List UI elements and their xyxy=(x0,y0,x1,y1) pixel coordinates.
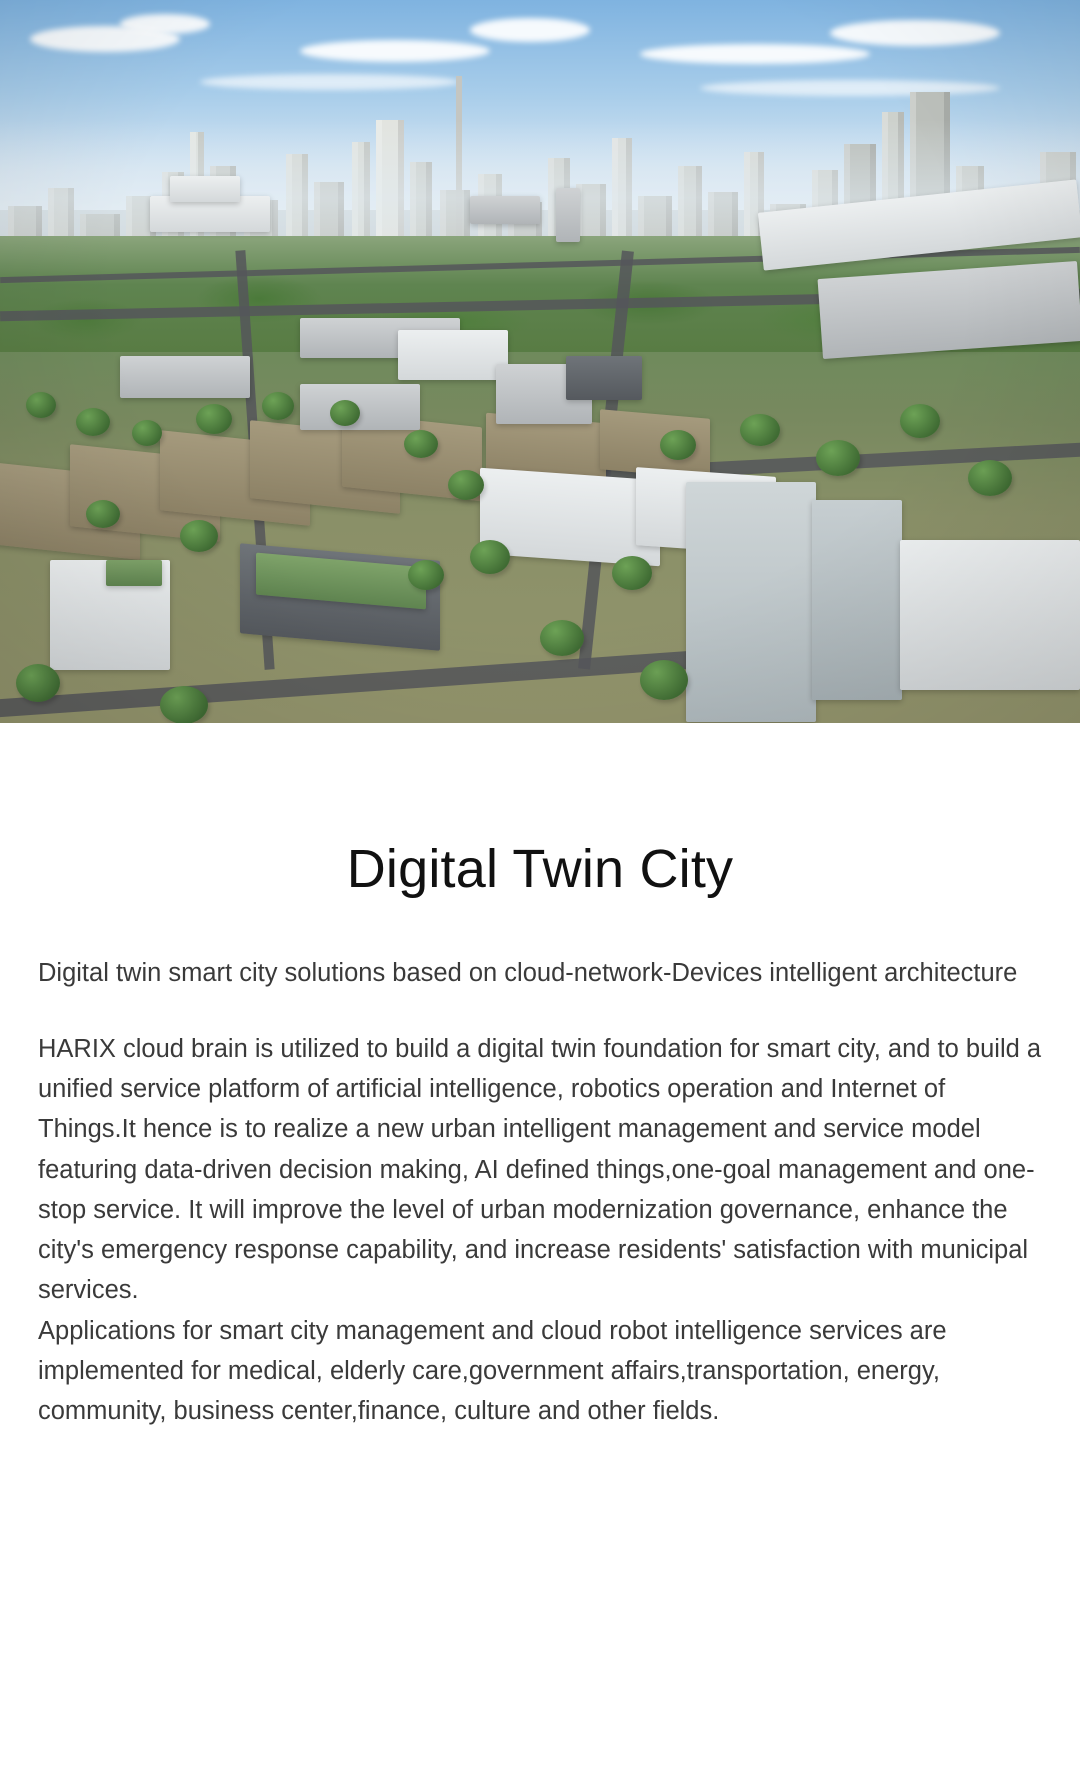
tree xyxy=(816,440,860,476)
tree xyxy=(448,470,484,500)
tree xyxy=(330,400,360,426)
glass-tower xyxy=(686,482,816,722)
tree xyxy=(740,414,780,446)
building-block xyxy=(556,188,580,242)
article-content xyxy=(0,838,1080,1432)
building-block xyxy=(566,356,642,400)
building-block xyxy=(900,540,1080,690)
tree xyxy=(132,420,162,446)
glass-tower-wing xyxy=(812,500,902,700)
tree xyxy=(408,560,444,590)
building-block xyxy=(300,384,420,430)
tree xyxy=(660,430,696,460)
tree xyxy=(160,686,208,723)
tree xyxy=(262,392,294,420)
building-block xyxy=(170,176,240,202)
article-paragraph-1: HARIX cloud brain is utilized to build a digital twin foundation for smart city, and to build a unified service platform of artificial intelligence, robotics operation and Internet of Things.It hence is to realize a new urban intelligent management and service model featuring data-driven decision making, AI defined things,one-goal management and one-stop service. It will improve the level of urban modernization governance, enhance the city's emergency response capability, and increase residents' satisfaction with municipal services. xyxy=(38,1034,1042,1305)
rooftop-garden xyxy=(106,560,162,586)
tree xyxy=(404,430,438,458)
tree xyxy=(86,500,120,528)
tree xyxy=(968,460,1012,496)
tree xyxy=(196,404,232,434)
building-block xyxy=(470,196,540,224)
article-paragraph-2: Applications for smart city management and cloud robot intelligence services are implemented for medical, elderly care,government affairs,transportation, energy, community, business center,finance, culture and other fields. xyxy=(38,1316,947,1426)
tree xyxy=(16,664,60,702)
hero-image xyxy=(0,0,1080,723)
tree xyxy=(470,540,510,574)
tree xyxy=(640,660,688,700)
tree xyxy=(900,404,940,438)
tree xyxy=(76,408,110,436)
building-block xyxy=(398,330,508,380)
tree xyxy=(540,620,584,656)
building-block xyxy=(120,356,250,398)
page-title: Digital Twin City xyxy=(346,839,734,899)
tree xyxy=(26,392,56,418)
tree xyxy=(612,556,652,590)
article-lede: Digital twin smart city solutions based on cloud-network-Devices intelligent architecture xyxy=(38,959,1018,987)
tree xyxy=(180,520,218,552)
